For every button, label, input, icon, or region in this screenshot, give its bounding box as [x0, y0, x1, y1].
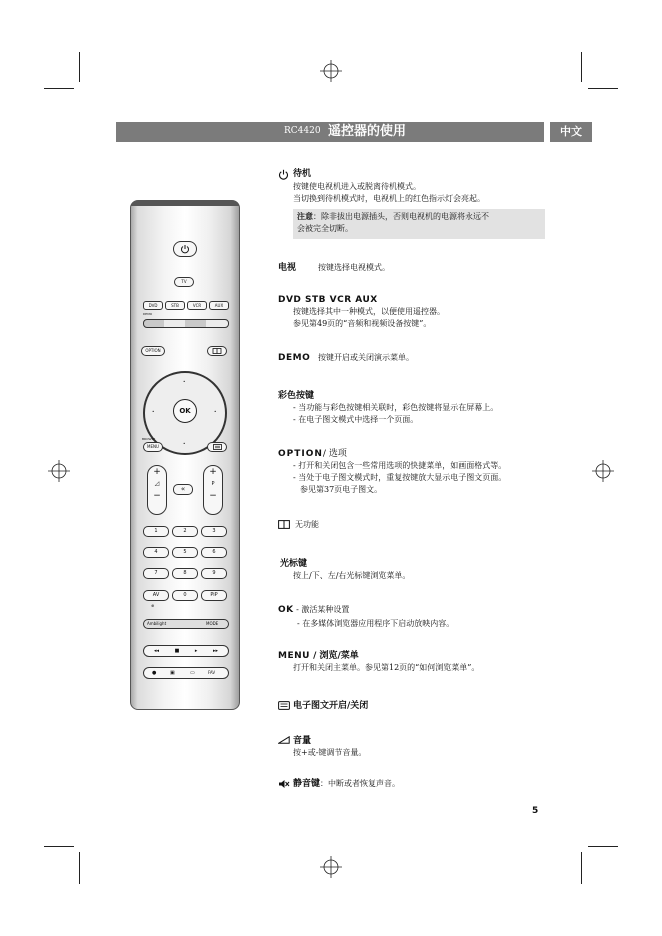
- av-button: AV: [143, 590, 169, 601]
- color-buttons: [143, 319, 229, 328]
- registration-mark: [48, 460, 70, 482]
- menu-button: MENU: [143, 442, 163, 452]
- volume-icon: ◿: [154, 480, 160, 487]
- digit-button: 9: [201, 568, 227, 579]
- mute-desc: ：中断或者恢复声音。: [320, 779, 401, 788]
- crop-mark: [79, 852, 80, 884]
- demo-label: DEMO: [143, 312, 153, 316]
- source-icon: ⊕: [151, 603, 155, 608]
- registration-mark: [592, 460, 614, 482]
- digit-button: 4: [143, 547, 169, 558]
- crop-mark: [44, 88, 74, 89]
- option-suffix: / 选项: [322, 449, 347, 459]
- source-line: 参见第49页的“音频和视频设备按键”。: [293, 319, 432, 328]
- option-label: OPTION: [278, 449, 323, 459]
- language-tab: 中文: [550, 122, 592, 142]
- digit-button: 3: [201, 526, 227, 537]
- volume-plus-icon: +: [153, 467, 161, 477]
- ok-label: OK: [278, 605, 294, 615]
- note-text: ：除非拔出电源插头，否则电视机的电源将永远不: [313, 212, 489, 221]
- format-icon: ▭: [190, 670, 195, 676]
- remote-control-illustration: [130, 200, 240, 710]
- cursor-up-dot: •: [183, 379, 186, 384]
- record-icon: ●: [152, 670, 157, 676]
- book-button: [207, 346, 227, 356]
- registration-mark: [320, 60, 342, 82]
- playback-buttons: [143, 645, 229, 657]
- mute-icon: «: [180, 485, 186, 493]
- teletext-button: [207, 442, 227, 452]
- book-desc: 无功能: [295, 520, 319, 529]
- registration-mark: [320, 856, 342, 878]
- crop-mark: [581, 52, 582, 82]
- digit-button: 5: [172, 547, 198, 558]
- teletext-title: 电子图文开启/关闭: [293, 701, 369, 711]
- cursor-desc: 按上/下、左/右光标键浏览菜单。: [293, 571, 411, 580]
- menu-suffix: / 浏览/菜单: [309, 651, 359, 661]
- model-number: RC4420: [284, 126, 321, 136]
- crop-mark: [588, 88, 618, 89]
- fav-label: FAV: [208, 670, 216, 675]
- option-line: 参见第37页电子图文。: [300, 485, 383, 494]
- cursor-title: 光标键: [280, 559, 308, 569]
- crop-mark: [588, 846, 618, 847]
- option-line: - 当处于电子图文模式时，重复按键放大显示电子图文页面。: [293, 473, 507, 482]
- program-minus-icon: −: [209, 491, 217, 501]
- option-line: - 打开和关闭包含一些常用选项的快捷菜单，如画面格式等。: [293, 461, 507, 470]
- mute-icon: [278, 779, 290, 792]
- digit-button: 8: [172, 568, 198, 579]
- vcr-button: VCR: [187, 301, 207, 310]
- volume-desc: 按+或-键调节音量。: [293, 748, 367, 757]
- ok-suffix: - 激活某种设置: [293, 605, 350, 614]
- teletext-icon: [213, 444, 222, 450]
- mute-button: [173, 484, 193, 495]
- demo-desc: 按键开启或关闭演示菜单。: [318, 353, 414, 362]
- program-plus-icon: +: [209, 467, 217, 477]
- playback-icons: ◂◂ ■ ▸ ▸▸: [153, 648, 219, 654]
- power-icon: [278, 169, 289, 183]
- power-icon: [180, 244, 190, 254]
- standby-title: 待机: [293, 169, 312, 179]
- dvd-button: DVD: [143, 301, 163, 310]
- picture-icon: ▣: [170, 670, 175, 676]
- standby-line: 当切换到待机模式时，电视机上的红色指示灯会亮起。: [293, 194, 485, 203]
- option-button: OPTION: [141, 346, 165, 356]
- crop-mark: [581, 852, 582, 884]
- bottom-buttons: [143, 667, 229, 679]
- standby-line: 按键使电视机进入或脱离待机模式。: [293, 182, 421, 191]
- aux-button: AUX: [209, 301, 229, 310]
- volume-icon: [278, 736, 290, 747]
- digit-button: 2: [172, 526, 198, 537]
- ok-button: OK: [173, 399, 197, 423]
- color-keys-line: - 在电子图文模式中选择一个页面。: [293, 415, 419, 424]
- digit-button: 0: [172, 590, 198, 601]
- crop-mark: [44, 846, 74, 847]
- program-rocker: [203, 465, 223, 515]
- teletext-icon: [278, 701, 290, 713]
- demo-title: DEMO: [278, 353, 311, 363]
- cursor-right-dot: •: [214, 409, 217, 414]
- mute-title: [293, 778, 400, 790]
- standby-button: [173, 241, 197, 257]
- book-icon: [278, 520, 290, 532]
- book-icon: [212, 348, 222, 354]
- cursor-down-dot: •: [183, 441, 186, 446]
- digit-button: 6: [201, 547, 227, 558]
- cursor-left-dot: •: [152, 409, 155, 414]
- source-title: DVD STB VCR AUX: [278, 295, 378, 305]
- page-number: 5: [532, 806, 539, 816]
- note-line: [297, 211, 489, 223]
- menu-label: MENU: [278, 651, 310, 661]
- color-keys-line: - 当功能与彩色按键相关联时，彩色按键将显示在屏幕上。: [293, 403, 499, 412]
- note-line: 会被完全切断。: [297, 224, 353, 233]
- menu-title: [278, 650, 359, 662]
- crop-mark: [79, 52, 80, 82]
- volume-rocker: [147, 465, 167, 515]
- tv-button: TV: [174, 277, 194, 287]
- program-label: P: [211, 481, 215, 487]
- page-title: 遥控器的使用: [328, 124, 407, 139]
- tv-desc: 按键选择电视模式。: [318, 263, 390, 272]
- digit-button: 7: [143, 568, 169, 579]
- source-line: 按键选择其中一种模式，以便使用遥控器。: [293, 307, 445, 316]
- digit-button: 1: [143, 526, 169, 537]
- volume-title: 音量: [293, 736, 312, 746]
- browse-label: BROWSE: [142, 437, 156, 441]
- tv-title: 电视: [278, 263, 297, 273]
- note-label: 注意: [297, 212, 313, 221]
- color-keys-title: 彩色按键: [278, 391, 315, 401]
- mute-label: 静音键: [293, 779, 321, 789]
- stb-button: STB: [165, 301, 185, 310]
- ok-desc: - 在多媒体浏览器应用程序下启动放映内容。: [297, 619, 455, 628]
- ambilight-bar: [143, 619, 229, 629]
- ok-title: [278, 604, 349, 616]
- option-title: [278, 448, 347, 460]
- remote-top-edge: [131, 201, 239, 206]
- ambilight-label: Ambilight: [147, 621, 167, 626]
- mode-label: MODE: [206, 621, 219, 626]
- volume-minus-icon: −: [153, 491, 161, 501]
- pip-button: PiP: [201, 590, 227, 601]
- menu-desc: 打开和关闭主菜单。参见第12页的“如何浏览菜单”。: [293, 663, 480, 672]
